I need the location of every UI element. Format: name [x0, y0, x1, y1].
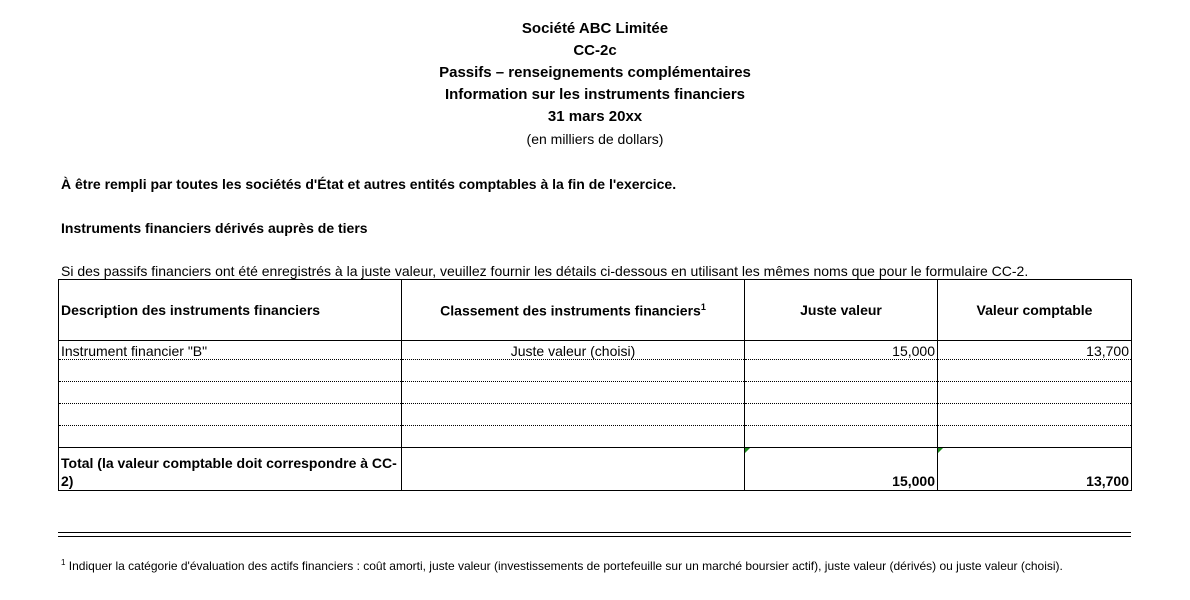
financial-instruments-table	[58, 279, 1132, 491]
section-title: Instruments financiers dérivés auprès de tiers	[61, 220, 368, 236]
formula-marker-icon	[938, 448, 943, 453]
footnote	[61, 558, 1063, 573]
footnote-text: Indiquer la catégorie d'évaluation des actifs financiers : coût amorti, juste valeur (investissements de portefeuille sur un marché boursier actif), juste valeur (dérivés) ou juste valeur (choisi).	[68, 559, 1063, 573]
instruction-text: À être rempli par toutes les sociétés d'État et autres entités comptables à la fin de l'exercice.	[61, 176, 677, 192]
total-book-value[interactable]: 13,700	[938, 448, 1132, 491]
double-rule-divider	[58, 532, 1131, 537]
table-row	[59, 426, 1132, 448]
total-classification-empty	[402, 448, 745, 491]
total-row	[59, 448, 1132, 491]
cell-fair-value[interactable]: 15,000	[745, 341, 938, 360]
cell-fair-value[interactable]	[745, 426, 938, 448]
form-units: (en milliers de dollars)	[526, 131, 664, 147]
total-label: Total (la valeur comptable doit correspondre à CC-2)	[59, 448, 402, 491]
cell-classification[interactable]	[402, 382, 745, 404]
table-row	[59, 404, 1132, 426]
cell-fair-value[interactable]	[745, 404, 938, 426]
cell-classification[interactable]	[402, 360, 745, 382]
form-code: CC-2c	[573, 42, 617, 59]
header-classification: Classement des instruments financiers$^1$	[402, 280, 745, 341]
cell-description[interactable]	[59, 426, 402, 448]
formula-marker-icon	[745, 448, 750, 453]
form-subtitle: Information sur les instruments financiers	[444, 86, 746, 103]
cell-description[interactable]	[59, 404, 402, 426]
header-book-value: Valeur comptable	[938, 280, 1132, 341]
cell-book-value[interactable]	[938, 426, 1132, 448]
cell-book-value[interactable]	[938, 382, 1132, 404]
header-description: Description des instruments financiers	[59, 280, 402, 341]
cell-description[interactable]: Instrument financier "B"	[59, 341, 402, 360]
cell-book-value[interactable]: 13,700	[938, 341, 1132, 360]
table-row	[59, 360, 1132, 382]
cell-book-value[interactable]	[938, 404, 1132, 426]
header-footnote-marker: 1	[700, 301, 706, 312]
footnote-marker: 1	[61, 558, 66, 567]
cell-fair-value[interactable]	[745, 382, 938, 404]
form-date: 31 mars 20xx	[547, 108, 643, 125]
cell-fair-value[interactable]	[745, 360, 938, 382]
cell-book-value[interactable]	[938, 360, 1132, 382]
cell-classification[interactable]: Juste valeur (choisi)	[402, 341, 745, 360]
cell-description[interactable]	[59, 382, 402, 404]
form-title: Passifs – renseignements complémentaires	[439, 64, 751, 81]
form-header	[0, 18, 1190, 150]
cell-description[interactable]	[59, 360, 402, 382]
cell-classification[interactable]	[402, 426, 745, 448]
table-header-row	[59, 280, 1132, 341]
header-fair-value: Juste valeur	[745, 280, 938, 341]
table-row	[59, 382, 1132, 404]
cell-classification[interactable]	[402, 404, 745, 426]
company-name: Société ABC Limitée	[521, 20, 669, 37]
table-row	[59, 341, 1132, 360]
intro-text: Si des passifs financiers ont été enregistrés à la juste valeur, veuillez fournir les détails ci-dessous en utilisant les mêmes noms que pour le formulaire CC-2.	[61, 263, 1029, 279]
total-fair-value[interactable]: 15,000	[745, 448, 938, 491]
